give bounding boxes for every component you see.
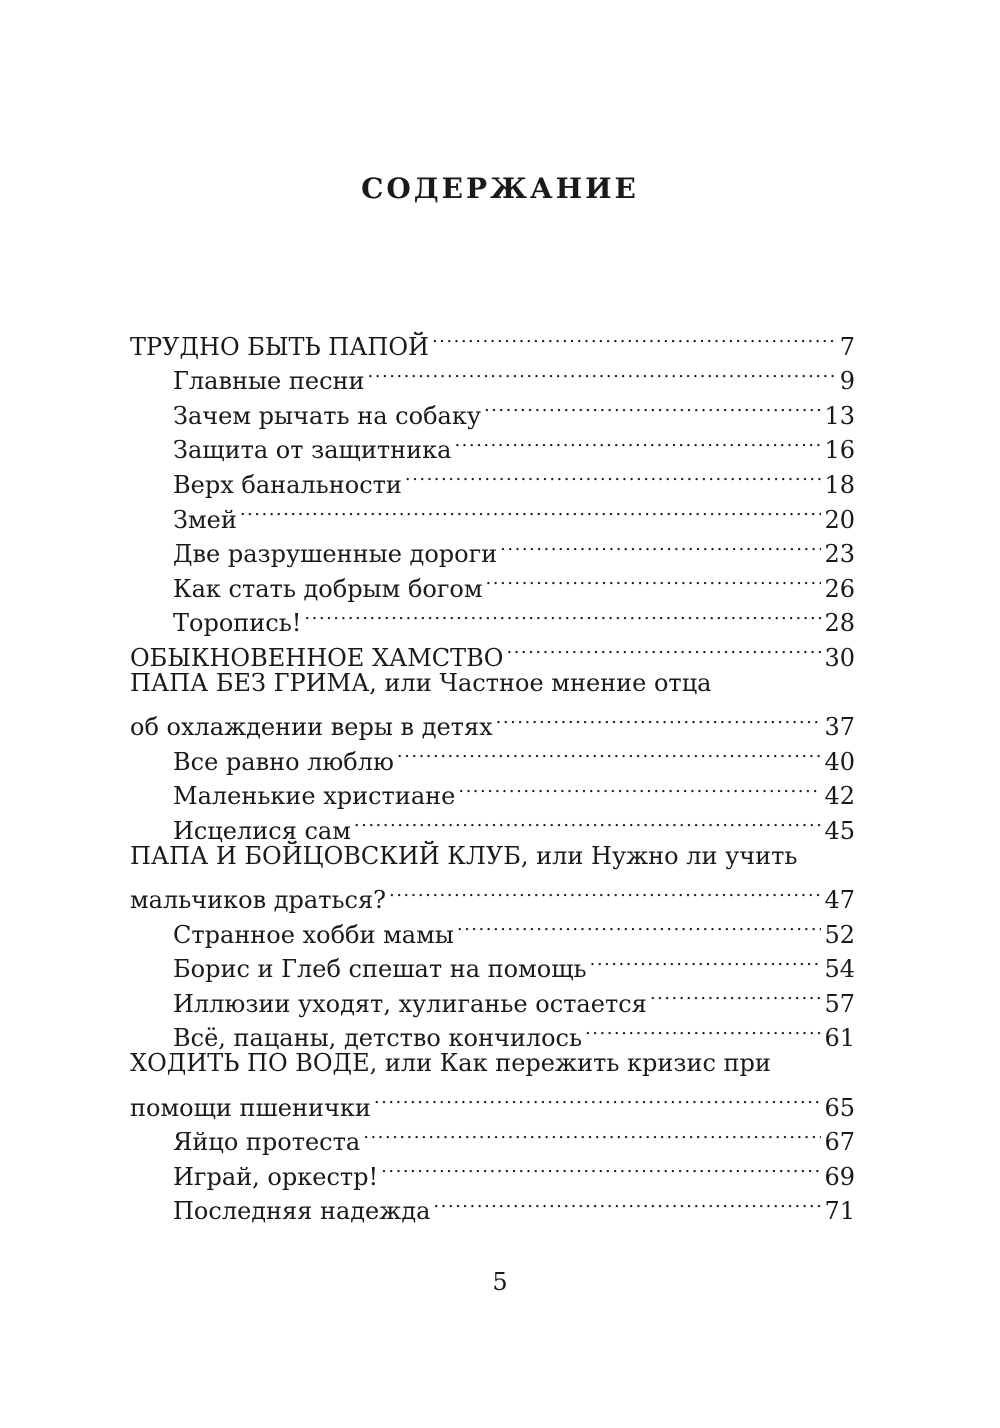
toc-entry-title: Торопись! [173, 609, 302, 638]
dot-leader [389, 874, 821, 909]
toc-page-number: 40 [824, 747, 855, 776]
toc-page-number: 65 [824, 1093, 855, 1122]
toc-entry [130, 666, 855, 701]
dot-leader [484, 389, 822, 424]
toc-entry [130, 701, 855, 742]
dot-leader [454, 424, 821, 459]
toc-entry [130, 320, 855, 361]
toc-page-number: 69 [824, 1162, 855, 1191]
toc-entry-title: помощи пшенички [130, 1093, 371, 1122]
dot-leader [457, 908, 822, 943]
dot-leader [650, 977, 822, 1012]
dot-leader [397, 735, 822, 770]
toc-page-number: 13 [824, 401, 855, 430]
toc-entry-title: Верх банальности [173, 470, 402, 499]
toc-entry-title: Последняя надежда [173, 1197, 431, 1226]
toc-entry-title: мальчиков драться? [130, 886, 386, 915]
toc-page-number: 26 [824, 574, 855, 603]
toc-page-number: 23 [824, 540, 855, 569]
toc-page-number: 57 [824, 989, 855, 1018]
toc-page-number: 71 [824, 1197, 855, 1226]
toc-entry-title: ПАПА БЕЗ ГРИМА, или Частное мнение отца [130, 668, 712, 697]
toc-entry-title: Исцелися сам [173, 816, 351, 845]
toc-entry-title: Яйцо протеста [173, 1128, 361, 1157]
toc-page-number: 18 [824, 470, 855, 499]
toc-entry-title: ПАПА И БОЙЦОВСКИЙ КЛУБ, или Нужно ли учить [130, 841, 798, 870]
toc-page-number: 9 [839, 367, 855, 396]
toc-page-number: 7 [839, 332, 855, 361]
page-title: СОДЕРЖАНИЕ [361, 172, 639, 205]
toc-entry-title: Как стать добрым богом [173, 574, 483, 603]
dot-leader [354, 804, 822, 839]
dot-leader [405, 458, 822, 493]
page-number: 5 [492, 1268, 508, 1296]
toc-entry-title: ТРУДНО БЫТЬ ПАПОЙ [130, 332, 429, 361]
dot-leader [374, 1081, 822, 1116]
dot-leader [585, 1012, 821, 1047]
dot-leader [486, 562, 822, 597]
toc-entry-title: Главные песни [173, 367, 365, 396]
toc-page-number: 47 [824, 886, 855, 915]
toc-page-number: 28 [824, 609, 855, 638]
toc-page-number: 16 [824, 436, 855, 465]
toc-entry-title: ХОДИТЬ ПО ВОДЕ, или Как пережить кризис при [130, 1049, 771, 1078]
dot-leader [506, 631, 821, 666]
toc-entry-title: Две разрушенные дороги [173, 540, 498, 569]
toc-entry-title: Змей [173, 505, 237, 534]
toc-entry-title: Все равно люблю [173, 747, 394, 776]
toc-entry-title: Борис и Глеб спешат на помощь [173, 955, 587, 984]
toc-subentry [130, 528, 855, 569]
toc-entry-title: Всё, пацаны, детство кончилось [173, 1024, 583, 1053]
dot-leader [500, 528, 821, 563]
toc-entry-title: Странное хобби мамы [173, 920, 454, 949]
toc-entry [130, 874, 855, 915]
dot-leader [432, 320, 837, 355]
toc-entry [130, 1046, 855, 1081]
toc-entry-title: Защита от защитника [173, 436, 452, 465]
toc-page-number: 67 [824, 1128, 855, 1157]
toc-entry-title: об охлаждении веры в детях [130, 713, 493, 742]
toc-entry-title: ОБЫКНОВЕННОЕ ХАМСТВО [130, 643, 504, 672]
dot-leader [304, 597, 821, 632]
dot-leader [363, 1116, 821, 1151]
dot-leader [433, 1185, 821, 1220]
toc-entry-title: Играй, оркестр! [173, 1162, 379, 1191]
toc-page-number: 30 [824, 643, 855, 672]
toc-entry-title: Маленькие христиане [173, 782, 456, 811]
toc-page-number: 61 [824, 1024, 855, 1053]
dot-leader [496, 701, 822, 736]
toc-page-number: 20 [824, 505, 855, 534]
toc-page-number: 45 [824, 816, 855, 845]
toc-page-number: 37 [824, 713, 855, 742]
toc-page-number: 42 [824, 782, 855, 811]
dot-leader [368, 355, 837, 390]
toc-entry-title: Зачем рычать на собаку [173, 401, 481, 430]
dot-leader [458, 770, 821, 805]
dot-leader [381, 1150, 821, 1185]
toc-entry [130, 1081, 855, 1122]
toc-entry-title: Иллюзии уходят, хулиганье остается [173, 989, 647, 1018]
toc-entry [130, 839, 855, 874]
table-of-contents [130, 320, 855, 1226]
toc-page-number: 52 [824, 920, 855, 949]
toc-page-number: 54 [824, 955, 855, 984]
dot-leader [240, 493, 822, 528]
dot-leader [590, 943, 822, 978]
